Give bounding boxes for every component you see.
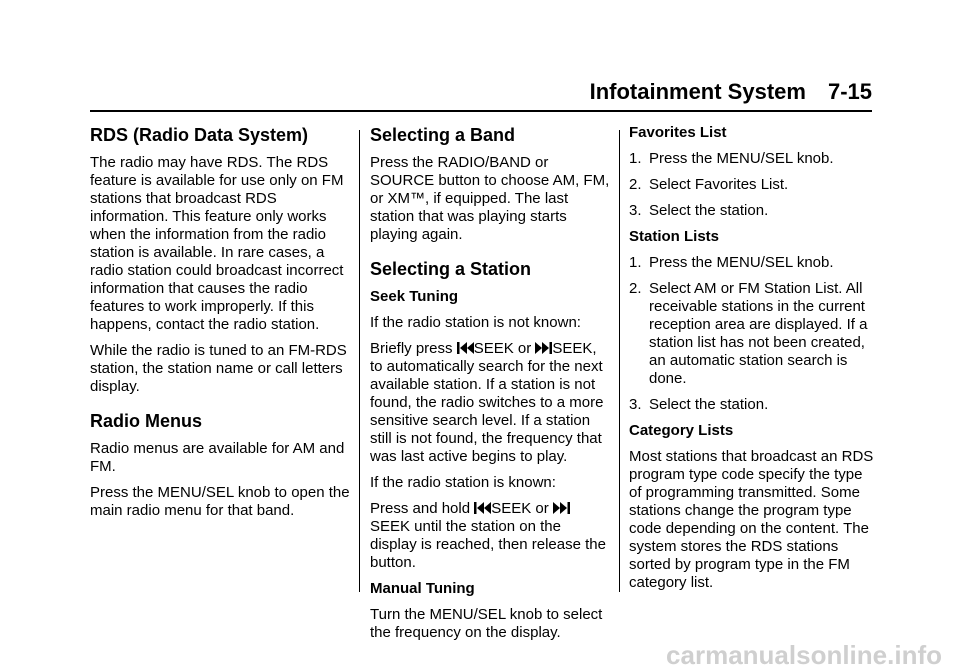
radio-menus-heading: Radio Menus (90, 411, 203, 431)
seek-p2-text-b: SEEK or (473, 340, 536, 357)
watermark: carmanualsonline.info (666, 640, 942, 670)
seek-back-icon (474, 501, 491, 515)
page-number: 7-15 (827, 79, 872, 104)
station-list-steps (629, 254, 874, 414)
seek-paragraph-2 (370, 340, 610, 466)
favorites-steps (629, 150, 874, 220)
column-3 (629, 124, 874, 600)
list-item: 3. Select the station. (629, 396, 769, 413)
header-rule (90, 110, 872, 112)
list-item: 2. Select AM or FM Station List. All receivable stations in the current reception area are displayed. If a station list has not been created, an automatic station search is done. (629, 280, 868, 387)
selecting-station-heading: Selecting a Station (370, 259, 532, 279)
selecting-band-heading: Selecting a Band (370, 125, 516, 145)
list-item: 1. Press the MENU/SEL knob. (629, 150, 834, 167)
seek-paragraph-4 (370, 500, 610, 572)
column-divider-2 (619, 130, 620, 592)
radio-menus-paragraph-2: Press the MENU/SEL knob to open the main radio menu for that band. (90, 484, 350, 519)
seek-p4-text-b: SEEK or (491, 500, 553, 517)
column-divider-1 (359, 130, 360, 592)
seek-paragraph-1: If the radio station is not known: (370, 314, 581, 331)
manual-tuning-heading: Manual Tuning (370, 580, 475, 597)
seek-forward-icon (553, 501, 570, 515)
station-lists-heading: Station Lists (629, 228, 720, 245)
section-title: Infotainment System (589, 79, 806, 104)
category-lists-heading: Category Lists (629, 422, 734, 439)
category-lists-paragraph: Most stations that broadcast an RDS program type code specify the type of programming transmitted. Some stations change the program type code depending on the content. The system stores the RDS stations sorted by program type in the FM category list. (629, 448, 874, 591)
seek-tuning-heading: Seek Tuning (370, 288, 459, 305)
rds-heading: RDS (Radio Data System) (90, 125, 309, 145)
list-item: 3. Select the station. (629, 202, 769, 219)
seek-p2-text-c: SEEK, to automatically search for the next available station. If a station is not found, the radio switches to a more sensitive search level. If a station still is not found, the frequency that was last active begins to play. (370, 340, 604, 465)
manual-tuning-paragraph: Turn the MENU/SEL knob to select the frequency on the display. (370, 606, 603, 641)
seek-p4-text-a: Press and hold (370, 500, 475, 517)
radio-menus-paragraph-1: Radio menus are available for AM and FM. (90, 440, 345, 475)
seek-p4-text-c: SEEK until the station on the display is reached, then release the button. (370, 518, 606, 571)
footer (0, 640, 960, 671)
seek-forward-icon (535, 341, 552, 355)
list-item: 1. Press the MENU/SEL knob. (629, 254, 834, 271)
selecting-band-paragraph: Press the RADIO/BAND or SOURCE button to choose AM, FM, or XM™, if equipped. The last station that was playing starts playing again. (370, 154, 610, 243)
list-item: 2. Select Favorites List. (629, 176, 789, 193)
seek-p2-text-a: Briefly press (370, 340, 457, 357)
seek-back-icon (457, 341, 474, 355)
page-header (0, 78, 872, 106)
column-2 (370, 124, 610, 650)
favorites-list-heading: Favorites List (629, 124, 727, 141)
seek-paragraph-3: If the radio station is known: (370, 474, 556, 491)
rds-paragraph-2: While the radio is tuned to an FM-RDS station, the station name or call letters display. (90, 342, 347, 395)
column-1 (90, 124, 352, 528)
rds-paragraph-1: The radio may have RDS. The RDS feature is available for use only on FM stations that broadcast RDS information. This feature only works when the information from the radio station is available. In rare cases, a radio station could broadcast incorrect information that causes the radio features to work improperly. If this happens, contact the radio station. (90, 154, 344, 333)
